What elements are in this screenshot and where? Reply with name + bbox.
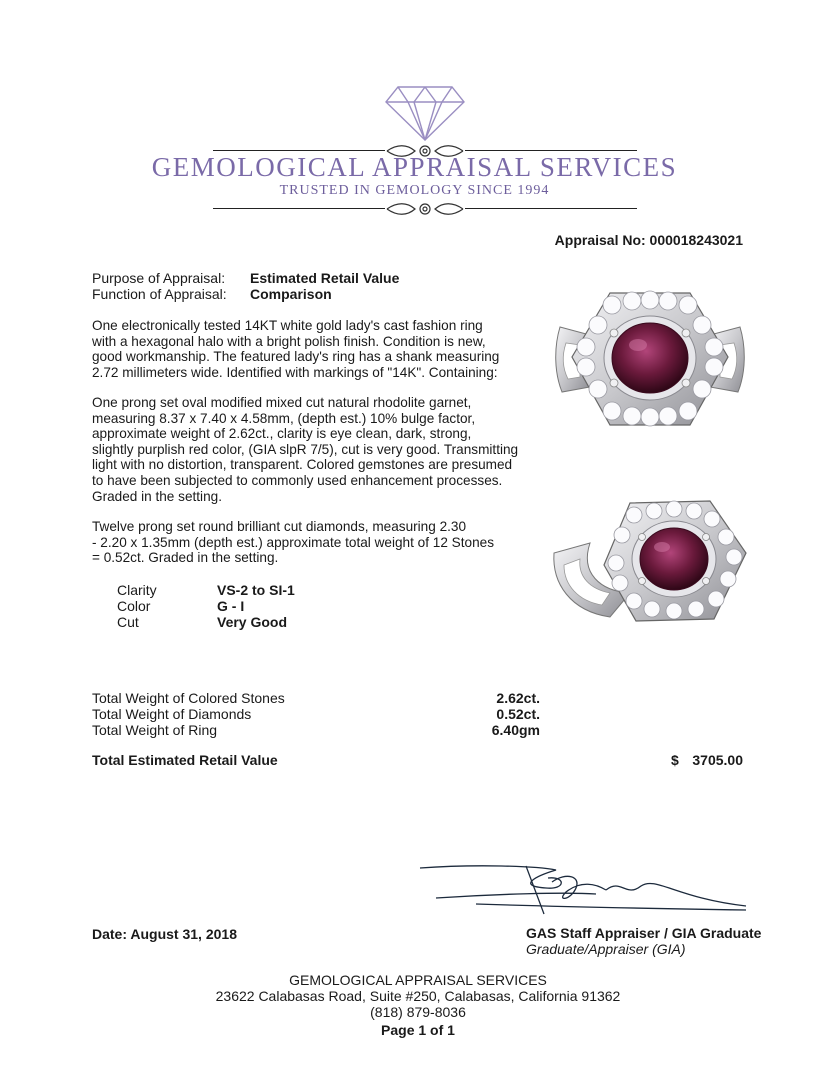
description-line: Twelve prong set round brilliant cut diamonds, measuring 2.30 [92,519,467,534]
description-line: light with no distortion, transparent. Colored gemstones are presumed [92,457,513,473]
grade-value-cut: Very Good [217,614,288,630]
grade-value-color: G - I [217,598,245,614]
grade-value-clarity: VS-2 to SI-1 [217,582,295,598]
description-paragraph-3 [92,519,532,566]
appraisal-date: Date: August 31, 2018 [92,926,237,942]
description-line: = 0.52ct. Graded in the setting. [92,550,279,566]
description-line: 2.72 millimeters wide. Identified with markings of "14K". Containing: [92,364,498,380]
signature-icon [416,858,752,918]
footer-phone: (818) 879-8036 [370,1004,466,1020]
description-line: approximate weight of 2.62ct., clarity is eye clean, dark, strong, [92,426,472,442]
grade-label-color: Color [117,598,151,614]
company-tagline: TRUSTED IN GEMOLOGY SINCE 1994 [279,183,550,198]
grade-label-cut: Cut [117,614,139,630]
retail-currency: $ [671,752,679,768]
retail-value-label: Total Estimated Retail Value [92,752,278,768]
description-line: One prong set oval modified mixed cut natural rhodolite garnet, [92,395,472,410]
description-line: Graded in the setting. [92,488,222,504]
total-label-diamonds: Total Weight of Diamonds [92,706,252,722]
appraiser-subtitle: Graduate/Appraiser (GIA) [526,941,686,957]
description-line: good workmanship. The featured lady's ring has a shank measuring [92,349,500,365]
diamond-logo-icon [384,84,466,142]
logo-top-rule-left [213,150,385,151]
logo-bottom-rule-right [465,208,637,209]
description-line: - 2.20 x 1.35mm (depth est.) approximate total weight of 12 Stones [92,534,494,550]
footer-address: 23622 Calabasas Road, Suite #250, Calabasas, California 91362 [215,988,621,1004]
footer-page-number: Page 1 of 1 [381,1022,455,1038]
total-label-colored-stones: Total Weight of Colored Stones [92,690,285,706]
description-paragraph-1 [92,318,532,380]
total-value-colored-stones: 2.62ct. [496,690,540,706]
logo-bottom-rule-left [213,208,385,209]
function-label: Function of Appraisal: [92,286,227,302]
total-value-ring: 6.40gm [491,722,540,738]
description-line: to have been subjected to commonly used enhancement processes. [92,472,503,488]
flourish-bottom-icon [385,200,465,218]
purpose-label: Purpose of Appraisal: [92,270,226,286]
description-line: One electronically tested 14KT white gold lady's cast fashion ring [92,318,483,333]
function-value: Comparison [250,286,332,302]
ring-photo-angle [550,493,750,628]
description-line: measuring 8.37 x 7.40 x 4.58mm, (depth est.) 10% bulge factor, [92,410,476,426]
company-name: GEMOLOGICAL APPRAISAL SERVICES [151,152,678,182]
appraiser-title: GAS Staff Appraiser / GIA Graduate [526,925,762,941]
grade-label-clarity: Clarity [117,582,157,598]
ring-photo-front [550,287,750,432]
total-label-ring: Total Weight of Ring [92,722,218,738]
description-line: with a hexagonal halo with a bright polish finish. Condition is new, [92,333,486,349]
description-line: slightly purplish red color, (GIA slpR 7/5), cut is very good. Transmitting [92,441,519,457]
total-value-diamonds: 0.52ct. [496,706,540,722]
description-paragraph-2 [92,395,532,504]
retail-amount: 3705.00 [692,752,743,768]
footer-company: GEMOLOGICAL APPRAISAL SERVICES [289,972,547,988]
purpose-value: Estimated Retail Value [250,270,400,286]
logo-top-rule-right [465,150,637,151]
appraisal-number: Appraisal No: 000018243021 [554,232,743,248]
